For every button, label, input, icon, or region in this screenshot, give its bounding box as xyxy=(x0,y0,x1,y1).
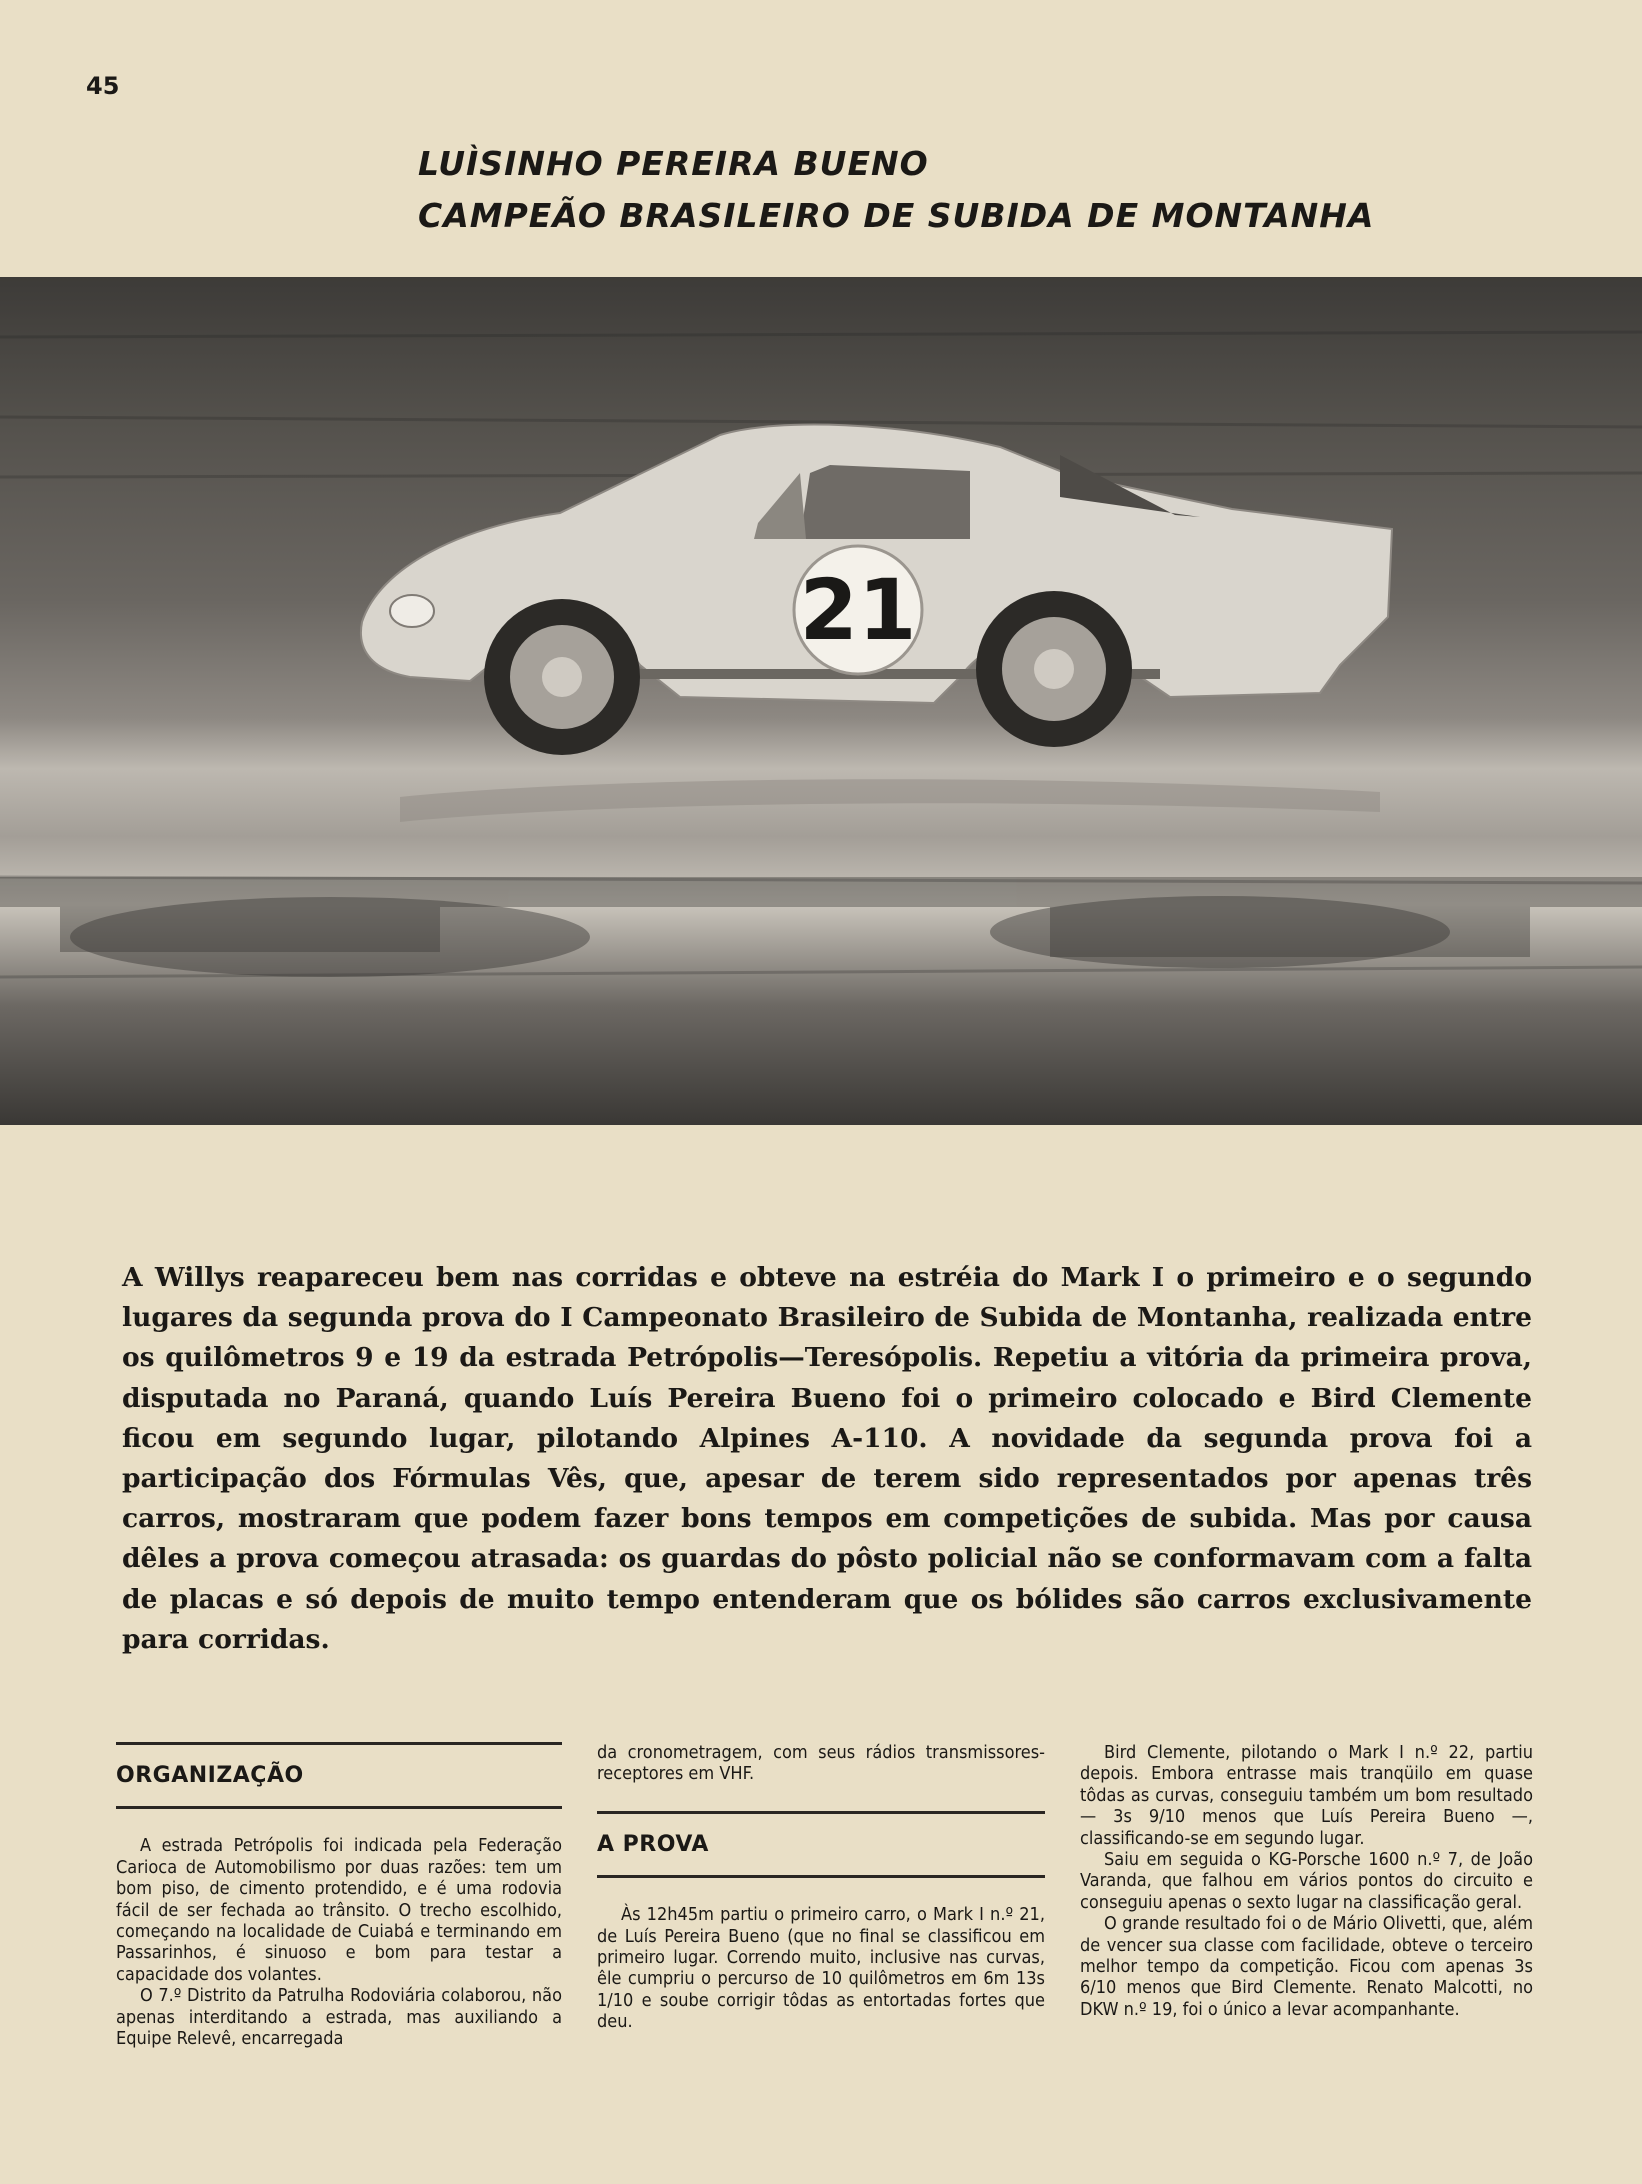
paragraph: Às 12h45m partiu o primeiro carro, o Mark I n.º 21, de Luís Pereira Bueno (que no final se classificou em primeiro lugar. Correndo muito, inclusive nas curvas, êle cumpriu o percurso de 10 quilômetros em 6m 13s 1/10 e soube corrigir tôdas as entortadas fortes que deu. xyxy=(597,1904,1045,2033)
paragraph: A estrada Petrópolis foi indicada pela Federação Carioca de Automobilismo por duas razões: tem um bom piso, de cimento protendido, e é uma rodovia fácil de ser fechada ao trânsito. O trecho escolhido, começando na localidade de Cuiabá e terminando em Passarinhos, é sinuoso e bom para testar a capacidade dos volantes. xyxy=(116,1835,562,1985)
paragraph: da cronometragem, com seus rádios transmissores-receptores em VHF. xyxy=(597,1742,1045,1785)
paragraph: Bird Clemente, pilotando o Mark I n.º 22, partiu depois. Embora entrasse mais tranqüilo em quase tôdas as curvas, conseguiu também um bom resultado — 3s 9/10 menos que Luís Pereira Bueno —, classificando-se em segundo lugar. xyxy=(1080,1742,1533,1849)
article-headline xyxy=(418,138,1418,242)
car-number: 21 xyxy=(799,561,917,659)
page-number: 45 xyxy=(86,72,120,100)
section-heading-organizacao: ORGANIZAÇÃO xyxy=(116,1763,304,1788)
section-rule xyxy=(116,1806,562,1809)
paragraph: O 7.º Distrito da Patrulha Rodoviária colaborou, não apenas interditando a estrada, mas auxiliando a Equipe Relevê, encarregada xyxy=(116,1985,562,2050)
section-rule xyxy=(597,1875,1045,1878)
paragraph: Saiu em seguida o KG-Porsche 1600 n.º 7, de João Varanda, que falhou em vários pontos do circuito e conseguiu apenas o sexto lugar na classificação geral. xyxy=(1080,1849,1533,1913)
headline-line-2: CAMPEÃO BRASILEIRO DE SUBIDA DE MONTANHA xyxy=(418,196,1375,235)
column-a-prova xyxy=(597,1742,1045,2033)
column-organizacao xyxy=(116,1742,562,2049)
section-heading-a-prova: A PROVA xyxy=(597,1831,709,1857)
race-car-photo xyxy=(0,277,1642,1125)
headline-line-1: LUÌSINHO PEREIRA BUENO xyxy=(418,144,929,183)
column-continuation xyxy=(1080,1742,1533,2020)
lead-paragraph: A Willys reapareceu bem nas corridas e obteve na estréia do Mark I o primeiro e o segundo lugares da segunda prova do I Campeonato Brasileiro de Subida de Montanha, realizada entre os quilômetros 9 e 19 da estrada Petrópolis—Teresópolis. Repetiu a vitória da primeira prova, disputada no Paraná, quando Luís Pereira Bueno foi o primeiro colocado e Bird Clemente ficou em segundo lugar, pilotando Alpines A-110. A novidade da segunda prova foi a participação dos Fórmulas Vês, que, apesar de terem sido representados por apenas três carros, mostraram que podem fazer bons tempos em competições de subida. Mas por causa dêles a prova começou atrasada: os guardas do pôsto policial não se conformavam com a falta de placas e só depois de muito tempo entenderam que os bólides são carros exclusivamente para corridas. xyxy=(122,1262,1532,1655)
paragraph: O grande resultado foi o de Mário Olivetti, que, além de vencer sua classe com facilidade, obteve o terceiro melhor tempo da competição. Ficou com apenas 3s 6/10 menos que Bird Clemente. Renato Malcotti, no DKW n.º 19, foi o único a levar acompanhante. xyxy=(1080,1913,1533,2020)
